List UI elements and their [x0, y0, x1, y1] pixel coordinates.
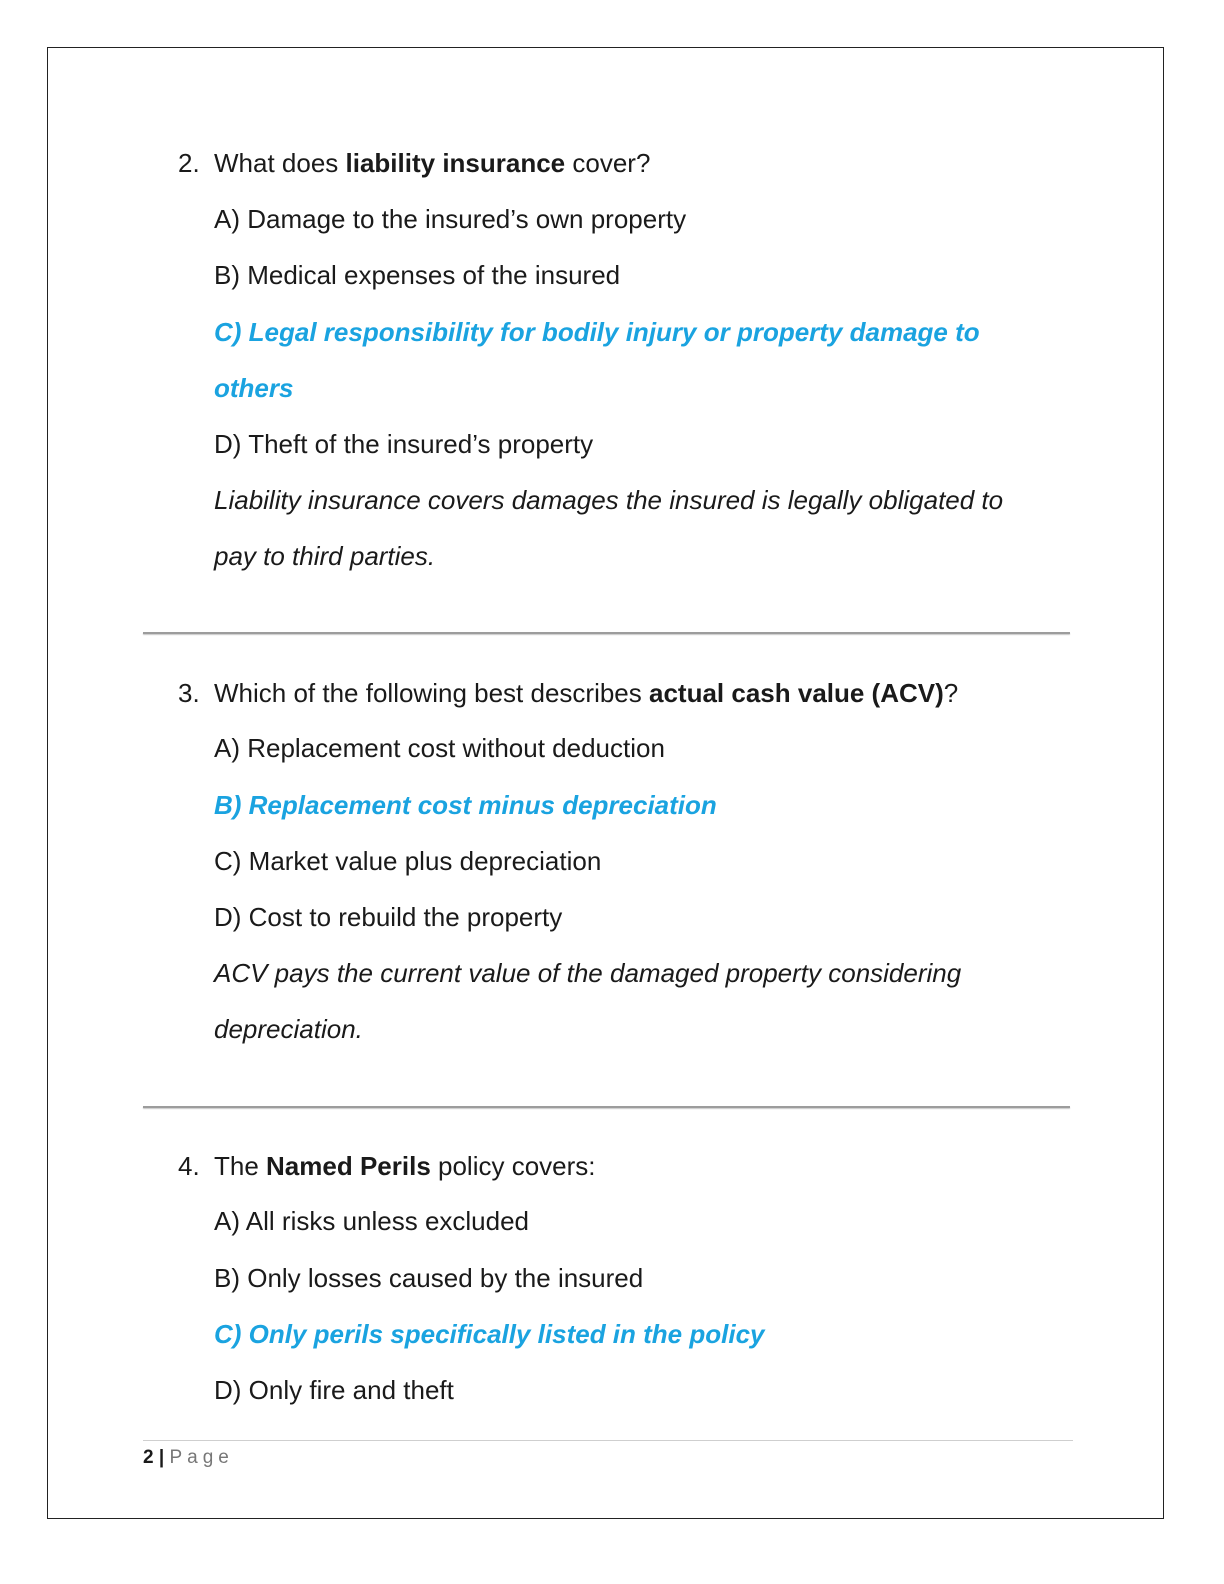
question-prompt	[214, 1138, 596, 1194]
option-b: B) Only losses caused by the insured	[214, 1263, 644, 1293]
prompt-keyword: Named Perils	[266, 1151, 431, 1181]
option-d: D) Theft of the insured’s property	[214, 429, 594, 459]
footer-rule	[143, 1440, 1073, 1441]
prompt-text: The	[214, 1151, 267, 1181]
option-d: D) Cost to rebuild the property	[214, 902, 563, 932]
page-number: 2	[143, 1447, 154, 1468]
prompt-text: What does	[214, 148, 346, 178]
option-d: D) Only fire and theft	[214, 1375, 454, 1405]
question-number: 3.	[178, 678, 200, 708]
option-c: C) Market value plus depreciation	[214, 846, 602, 876]
explanation-cont: depreciation.	[214, 1014, 363, 1044]
option-b: B) Medical expenses of the insured	[214, 260, 621, 290]
prompt-keyword: liability insurance	[345, 148, 566, 178]
option-c-correct-cont: others	[214, 373, 294, 403]
question-prompt	[214, 665, 958, 721]
prompt-text: Which of the following best describes	[214, 678, 649, 708]
option-c-correct: C) Only perils specifically listed in the policy	[214, 1319, 765, 1349]
option-a: A) Damage to the insured’s own property	[214, 204, 687, 234]
page-label: Page	[169, 1447, 234, 1468]
explanation: ACV pays the current value of the damaged property considering	[214, 958, 962, 988]
section-divider	[143, 632, 1070, 634]
question-number: 2.	[178, 148, 200, 178]
page-footer	[143, 1446, 234, 1470]
section-divider	[143, 1106, 1070, 1108]
question-prompt	[214, 135, 650, 191]
option-a: A) All risks unless excluded	[214, 1206, 530, 1236]
prompt-text: cover?	[565, 148, 651, 178]
option-a: A) Replacement cost without deduction	[214, 733, 665, 763]
prompt-text: policy covers:	[430, 1151, 596, 1181]
prompt-text: ?	[943, 678, 959, 708]
footer-separator: |	[153, 1447, 170, 1468]
prompt-keyword: actual cash value (ACV)	[649, 678, 944, 708]
explanation: Liability insurance covers damages the insured is legally obligated to	[214, 485, 1004, 515]
explanation-cont: pay to third parties.	[214, 541, 436, 571]
option-b-correct: B) Replacement cost minus depreciation	[214, 790, 717, 820]
question-number: 4.	[178, 1151, 200, 1181]
option-c-correct: C) Legal responsibility for bodily injury or property damage to	[214, 317, 980, 347]
